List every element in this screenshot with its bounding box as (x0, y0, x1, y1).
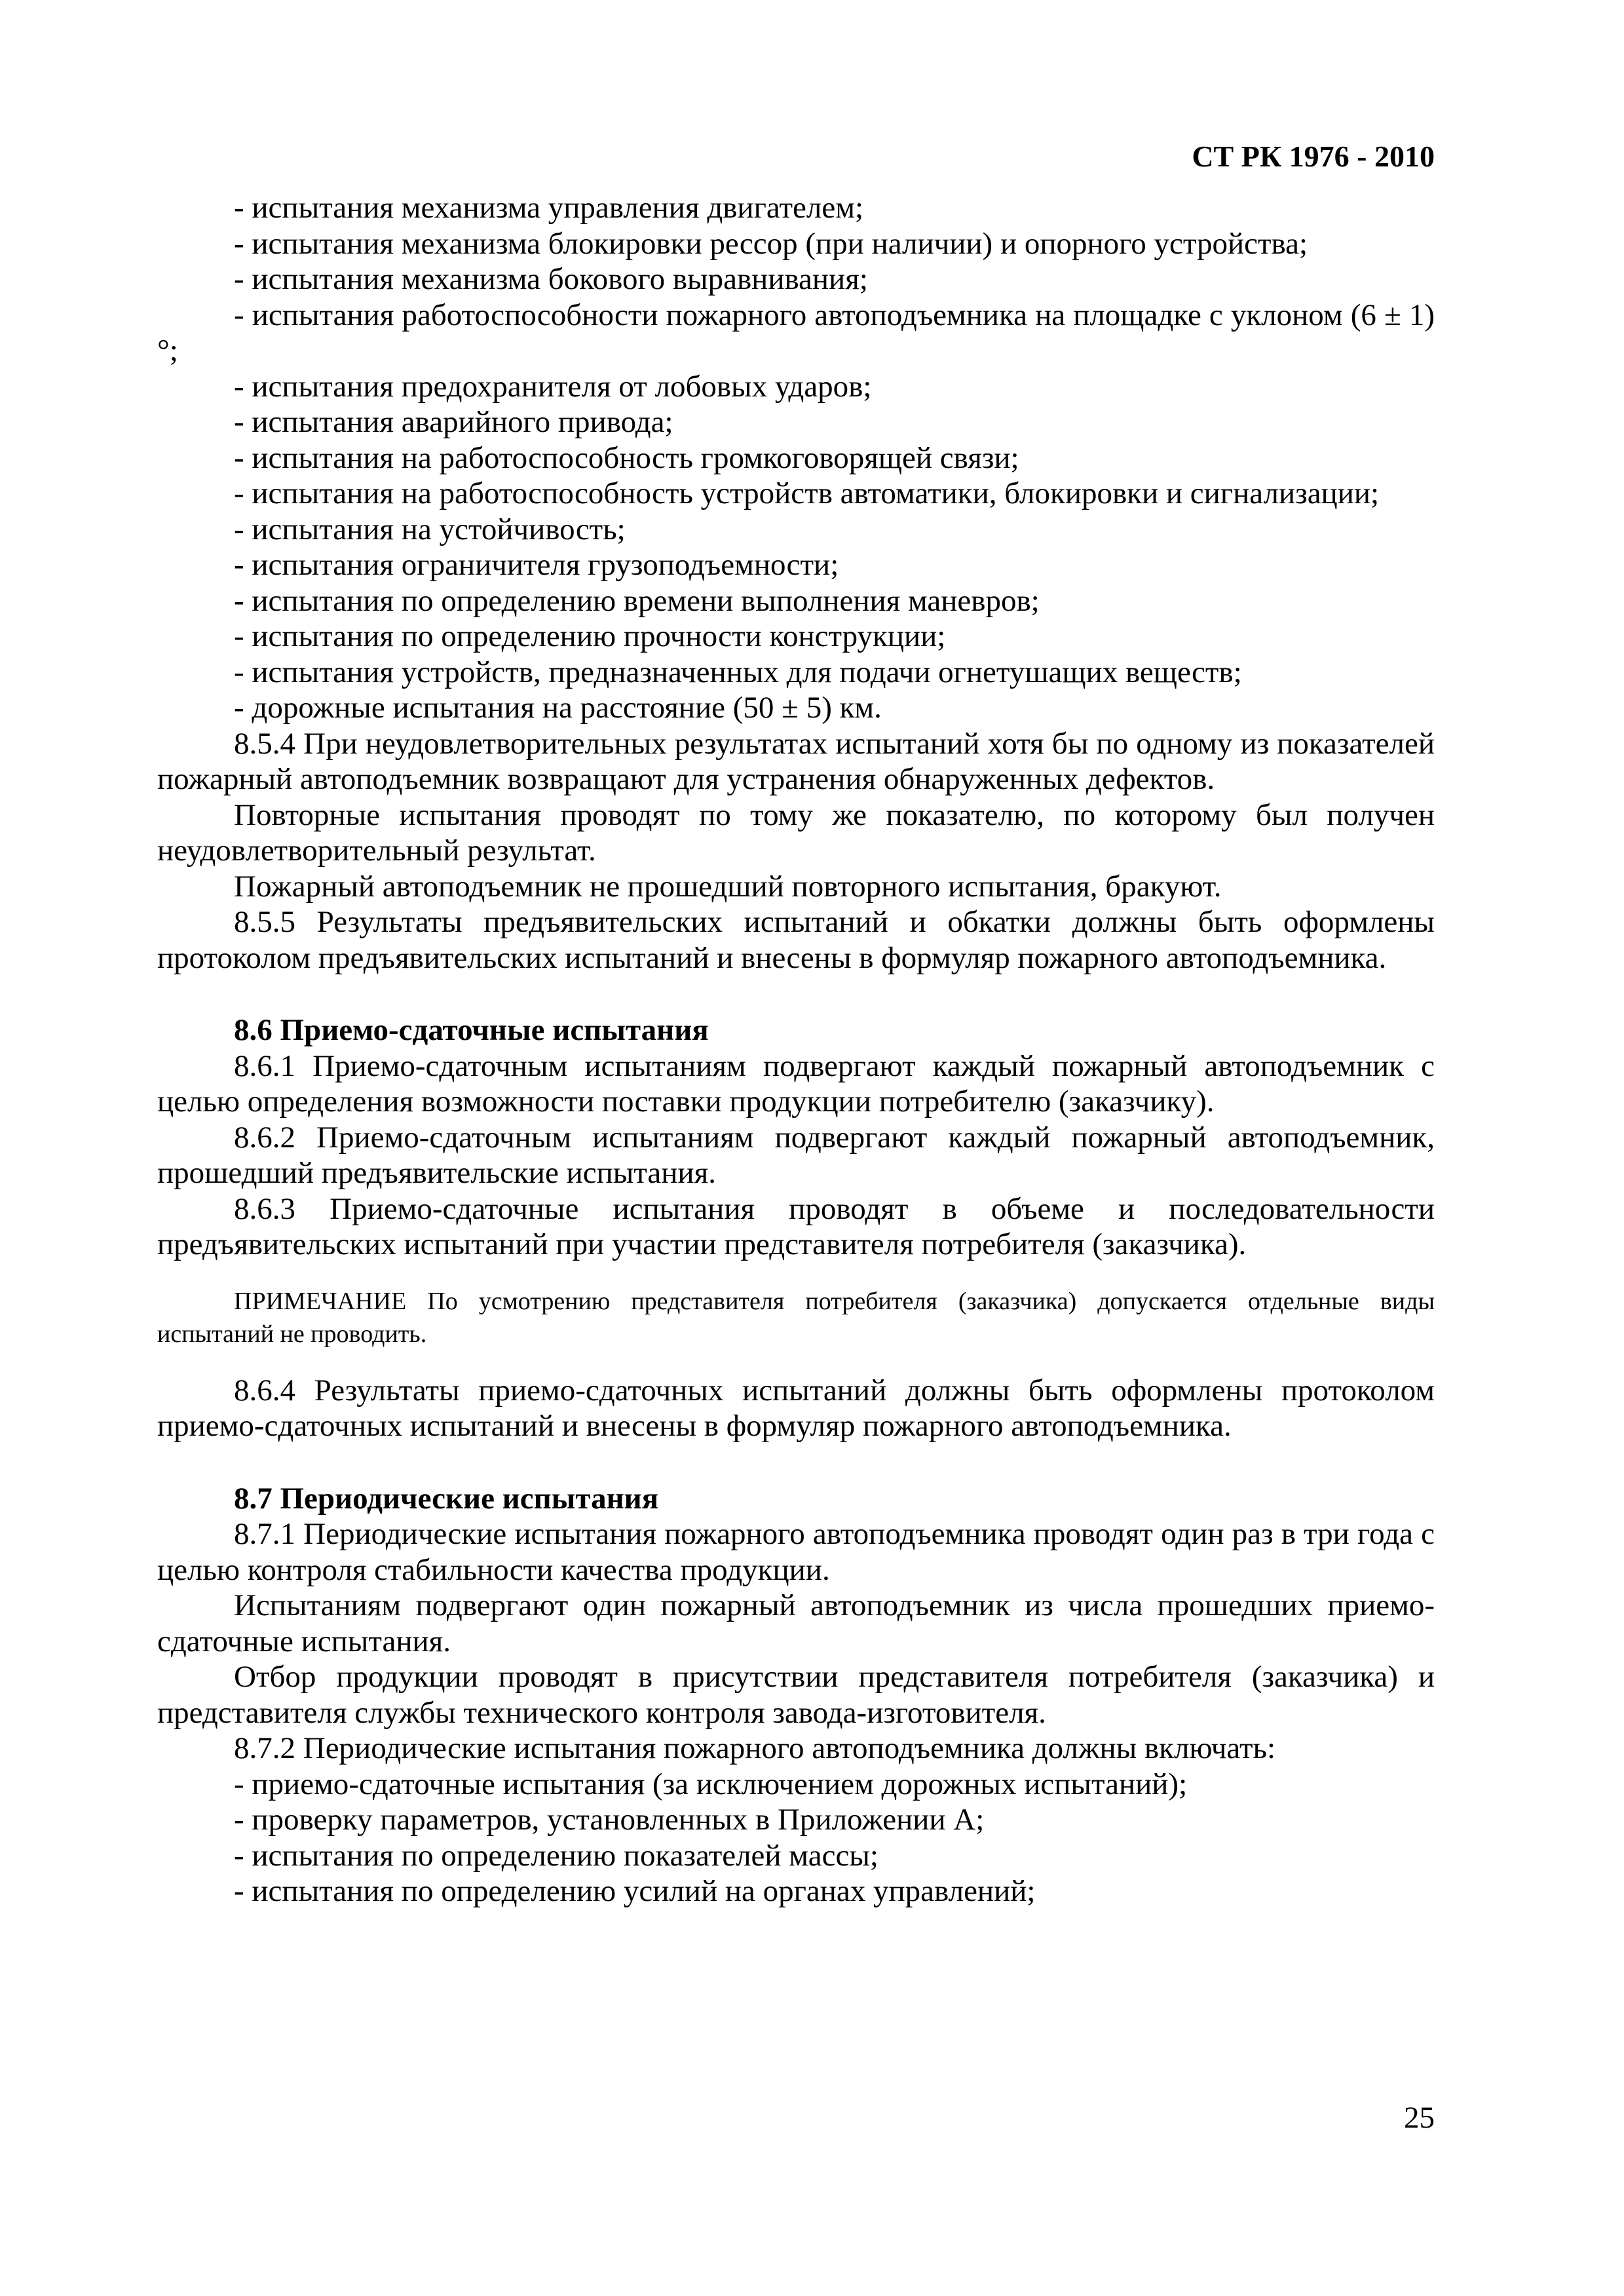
paragraph: 8.6.3 Приемо-сдаточные испытания проводят в объеме и последовательности предъявительских испытаний при участии представителя потребителя (заказчика). (157, 1191, 1435, 1261)
section-heading: 8.6 Приемо-сдаточные испытания (234, 1013, 709, 1047)
paragraph: 8.6.1 Приемо-сдаточным испытаниям подвергают каждый пожарный автоподъемник с целью определения возможности поставки продукции потребителю (заказчику). (157, 1048, 1435, 1119)
list-item: - испытания на устойчивость; (234, 512, 626, 546)
list-item: - проверку параметров, установленных в Приложении А; (234, 1803, 985, 1837)
paragraph: Отбор продукции проводят в присутствии представителя потребителя (заказчика) и представителя службы технического контроля завода-изготовителя. (157, 1660, 1435, 1730)
list-item: - испытания по определению усилий на органах управлений; (234, 1874, 1036, 1908)
paragraph: 8.7.1 Периодические испытания пожарного автоподъемника проводят один раз в три года с целью контроля стабильности качества продукции. (157, 1517, 1435, 1587)
list-item: - испытания на работоспособность устройств автоматики, блокировки и сигнализации; (234, 476, 1380, 510)
document-code: СТ РК 1976 - 2010 (1192, 140, 1435, 173)
paragraph: 8.5.5 Результаты предъявительских испытаний и обкатки должны быть оформлены протоколом предъявительских испытаний и внесены в формуляр пожарного автоподъемника. (157, 905, 1435, 975)
paragraph: Испытаниям подвергают один пожарный автоподъемник из числа прошедших приемо-сдаточные испытания. (157, 1588, 1435, 1658)
paragraph: 8.5.4 При неудовлетворительных результатах испытаний хотя бы по одному из показателей пожарный автоподъемник возвращают для устранения обнаруженных дефектов. (157, 726, 1435, 796)
list-item: - дорожные испытания на расстояние (50 ± 5) км. (234, 691, 882, 725)
list-item: - испытания предохранителя от лобовых ударов; (234, 369, 872, 404)
paragraph: 8.6.4 Результаты приемо-сдаточных испытаний должны быть оформлены протоколом приемо-сдаточных испытаний и внесены в формуляр пожарного автоподъемника. (157, 1373, 1435, 1443)
list-item: - испытания механизма бокового выравнивания; (234, 262, 868, 296)
list-item: - испытания по определению времени выполнения маневров; (234, 583, 1040, 618)
list-item: - испытания аварийного привода; (234, 405, 673, 439)
note: ПРИМЕЧАНИЕ По усмотрению представителя потребителя (заказчика) допускается отдельные виды испытаний не проводить. (157, 1287, 1435, 1348)
list-item: - приемо-сдаточные испытания (за исключением дорожных испытаний); (234, 1767, 1188, 1801)
page-body (157, 190, 1435, 1909)
paragraph: Повторные испытания проводят по тому же показателю, по которому был получен неудовлетворительный результат. (157, 797, 1435, 868)
list-item: - испытания механизма управления двигателем; (234, 191, 864, 225)
list-item: - испытания на работоспособность громкоговорящей связи; (234, 440, 1019, 475)
list-item: - испытания работоспособности пожарного автоподъемника на площадке с уклоном (6 ± 1) °; (157, 297, 1435, 368)
list-item: - испытания механизма блокировки рессор (при наличии) и опорного устройства; (234, 226, 1308, 261)
list-item: - испытания устройств, предназначенных для подачи огнетушащих веществ; (234, 655, 1242, 689)
section-heading: 8.7 Периодические испытания (234, 1481, 659, 1516)
paragraph: Пожарный автоподъемник не прошедший повторного испытания, бракуют. (234, 869, 1222, 904)
list-item: - испытания по определению показателей массы; (234, 1838, 878, 1873)
paragraph: 8.6.2 Приемо-сдаточным испытаниям подвергают каждый пожарный автоподъемник, прошедший предъявительские испытания. (157, 1120, 1435, 1190)
list-item: - испытания ограничителя грузоподъемности; (234, 548, 839, 582)
list-item: - испытания по определению прочности конструкции; (234, 619, 946, 653)
paragraph: 8.7.2 Периодические испытания пожарного автоподъемника должны включать: (234, 1731, 1276, 1765)
page-number: 25 (1404, 2101, 1435, 2135)
